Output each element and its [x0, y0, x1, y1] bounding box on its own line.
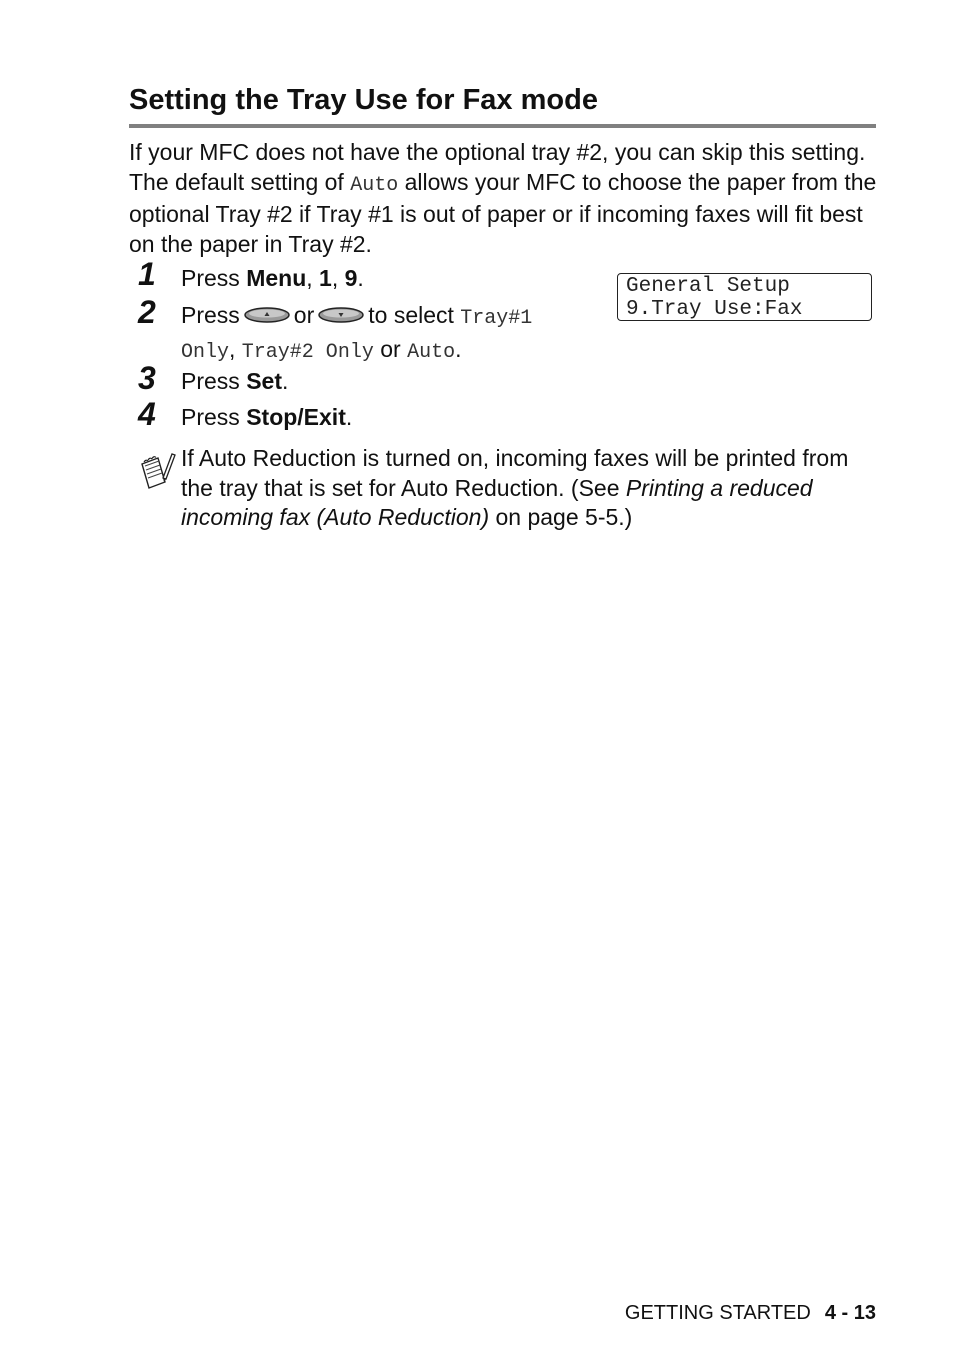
- page-footer: [625, 1300, 876, 1326]
- page-title: Setting the Tray Use for Fax mode: [129, 84, 598, 116]
- intro-text-1: If your MFC does not have the optional tray #2, you can skip this setting. The default setting of: [129, 139, 866, 195]
- step-4-number: 4: [138, 396, 156, 432]
- step-3-number: 3: [138, 360, 156, 396]
- intro-code-auto: Auto: [350, 173, 399, 197]
- note-text: If Auto Reduction is turned on, incoming faxes will be printed from the tray that is set for Auto Reduction. (See Printing a reduced incoming fax (Auto Reduction) on page 5-5.): [181, 445, 849, 530]
- up-arrow-button-icon: [244, 306, 290, 324]
- intro-text-2: allows your MFC to choose the paper from the optional Tray #2 if Tray #1 is out of paper or if incoming faxes will fit best on the paper in Tray #2.: [129, 168, 877, 258]
- note-reference: Printing a reduced incoming fax (Auto Reduction): [181, 474, 813, 530]
- step-4-text: Press Stop/Exit.: [181, 404, 353, 430]
- title-rule: [129, 124, 876, 128]
- key-9: 9: [344, 265, 358, 291]
- stop-exit-key: Stop/Exit: [246, 404, 346, 430]
- step-2-text: Press or to select Tray#1 Only, Tray#2 Only or Auto.: [181, 302, 533, 364]
- footer-page-number: 4 - 13: [824, 1302, 876, 1324]
- footer-section: GETTING STARTED: [624, 1302, 811, 1324]
- step-3-text: Press Set.: [181, 368, 289, 394]
- note-pencil-icon: [138, 448, 176, 490]
- menu-key: Menu: [246, 265, 307, 291]
- set-key: Set: [246, 368, 282, 394]
- step-1-number: 1: [138, 256, 156, 292]
- step-1-text: Press Menu, 1, 9.: [181, 265, 364, 291]
- lcd-line-1: General Setup: [626, 275, 790, 298]
- key-1: 1: [319, 265, 332, 291]
- down-arrow-button-icon: [318, 306, 364, 324]
- option-auto: Auto: [407, 341, 456, 364]
- step-2-number: 2: [138, 294, 156, 330]
- option-tray1-only: Tray#1 Only: [181, 307, 533, 364]
- lcd-line-2: 9.Tray Use:Fax: [626, 298, 803, 321]
- lcd-display: [617, 273, 872, 321]
- intro-paragraph: [129, 138, 879, 260]
- option-tray2-only: Tray#2 Only: [241, 341, 374, 364]
